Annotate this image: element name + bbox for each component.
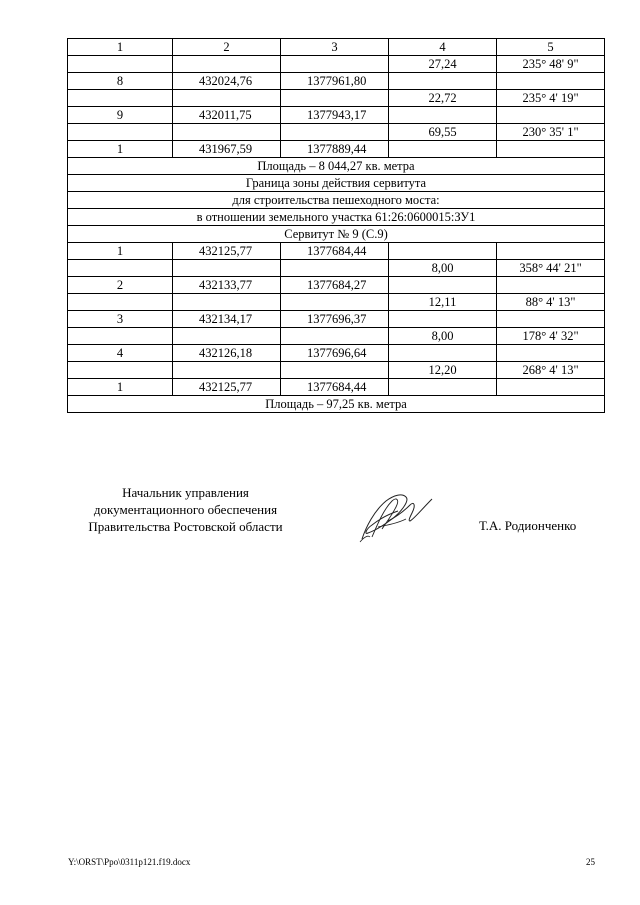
header-cell: 3 [281, 39, 389, 56]
table-row [68, 260, 605, 277]
direction-angle: 88° 4' 13" [497, 294, 605, 311]
servitude-row [68, 226, 605, 243]
point-number [68, 328, 173, 345]
area-row [68, 396, 605, 413]
x-coordinate [173, 328, 281, 345]
distance: 22,72 [389, 90, 497, 107]
x-coordinate: 432011,75 [173, 107, 281, 124]
table-row [68, 243, 605, 260]
direction-angle [497, 345, 605, 362]
position-line: документационного обеспечения [93, 502, 278, 517]
distance [389, 243, 497, 260]
signatory-position [68, 484, 303, 535]
handwritten-signature [352, 487, 436, 545]
y-coordinate: 1377684,27 [281, 277, 389, 294]
table-row [68, 90, 605, 107]
position-line: Начальник управления [122, 485, 249, 500]
area-row [68, 158, 605, 175]
header-cell: 4 [389, 39, 497, 56]
x-coordinate: 432024,76 [173, 73, 281, 90]
table-row [68, 345, 605, 362]
table-row [68, 107, 605, 124]
point-number: 9 [68, 107, 173, 124]
direction-angle: 235° 4' 19" [497, 90, 605, 107]
y-coordinate: 1377696,64 [281, 345, 389, 362]
x-coordinate: 431967,59 [173, 141, 281, 158]
direction-angle [497, 277, 605, 294]
distance: 69,55 [389, 124, 497, 141]
y-coordinate [281, 90, 389, 107]
y-coordinate [281, 260, 389, 277]
table-row [68, 124, 605, 141]
point-number [68, 124, 173, 141]
distance [389, 73, 497, 90]
distance [389, 379, 497, 396]
zone-title-row [68, 192, 605, 209]
x-coordinate [173, 124, 281, 141]
distance: 8,00 [389, 260, 497, 277]
page-number: 25 [586, 857, 595, 867]
table-row [68, 73, 605, 90]
point-number [68, 294, 173, 311]
x-coordinate [173, 56, 281, 73]
position-line: Правительства Ростовской области [88, 519, 283, 534]
y-coordinate: 1377684,44 [281, 243, 389, 260]
distance: 27,24 [389, 56, 497, 73]
x-coordinate [173, 362, 281, 379]
y-coordinate: 1377889,44 [281, 141, 389, 158]
file-path: Y:\ORST\Ppo\0311p121.f19.docx [68, 857, 191, 867]
point-number: 4 [68, 345, 173, 362]
table-row [68, 311, 605, 328]
area-total: Площадь – 97,25 кв. метра [68, 396, 605, 413]
zone-title: Граница зоны действия сервитута [68, 175, 605, 192]
zone-title: в отношении земельного участка 61:26:0600015:ЗУ1 [68, 209, 605, 226]
x-coordinate: 432133,77 [173, 277, 281, 294]
direction-angle [497, 107, 605, 124]
direction-angle: 230° 35' 1" [497, 124, 605, 141]
distance [389, 107, 497, 124]
direction-angle [497, 311, 605, 328]
distance [389, 277, 497, 294]
direction-angle: 235° 48' 9" [497, 56, 605, 73]
distance: 8,00 [389, 328, 497, 345]
direction-angle: 358° 44' 21" [497, 260, 605, 277]
point-number: 1 [68, 141, 173, 158]
y-coordinate [281, 328, 389, 345]
header-cell: 1 [68, 39, 173, 56]
y-coordinate: 1377696,37 [281, 311, 389, 328]
point-number [68, 56, 173, 73]
table-row [68, 328, 605, 345]
coordinates-table [67, 38, 605, 413]
point-number [68, 260, 173, 277]
y-coordinate [281, 124, 389, 141]
x-coordinate [173, 294, 281, 311]
point-number: 1 [68, 379, 173, 396]
direction-angle [497, 243, 605, 260]
point-number [68, 362, 173, 379]
area-total: Площадь – 8 044,27 кв. метра [68, 158, 605, 175]
direction-angle [497, 379, 605, 396]
table-row [68, 362, 605, 379]
x-coordinate: 432126,18 [173, 345, 281, 362]
header-cell: 2 [173, 39, 281, 56]
y-coordinate: 1377684,44 [281, 379, 389, 396]
signatory-name: Т.А. Родионченко [479, 518, 577, 533]
point-number: 1 [68, 243, 173, 260]
table-row [68, 141, 605, 158]
table-row [68, 379, 605, 396]
y-coordinate: 1377961,80 [281, 73, 389, 90]
zone-title-row [68, 209, 605, 226]
zone-title: для строительства пешеходного моста: [68, 192, 605, 209]
point-number [68, 90, 173, 107]
y-coordinate [281, 294, 389, 311]
header-row [68, 39, 605, 56]
direction-angle [497, 141, 605, 158]
y-coordinate [281, 56, 389, 73]
table-row [68, 277, 605, 294]
table-row [68, 294, 605, 311]
x-coordinate [173, 90, 281, 107]
servitude-title: Сервитут № 9 (С.9) [68, 226, 605, 243]
y-coordinate: 1377943,17 [281, 107, 389, 124]
x-coordinate: 432125,77 [173, 379, 281, 396]
direction-angle: 268° 4' 13" [497, 362, 605, 379]
point-number: 2 [68, 277, 173, 294]
distance: 12,20 [389, 362, 497, 379]
point-number: 3 [68, 311, 173, 328]
distance: 12,11 [389, 294, 497, 311]
x-coordinate [173, 260, 281, 277]
distance [389, 311, 497, 328]
direction-angle: 178° 4' 32" [497, 328, 605, 345]
x-coordinate: 432125,77 [173, 243, 281, 260]
header-cell: 5 [497, 39, 605, 56]
direction-angle [497, 73, 605, 90]
point-number: 8 [68, 73, 173, 90]
y-coordinate [281, 362, 389, 379]
distance [389, 345, 497, 362]
table-row [68, 56, 605, 73]
distance [389, 141, 497, 158]
x-coordinate: 432134,17 [173, 311, 281, 328]
zone-title-row [68, 175, 605, 192]
